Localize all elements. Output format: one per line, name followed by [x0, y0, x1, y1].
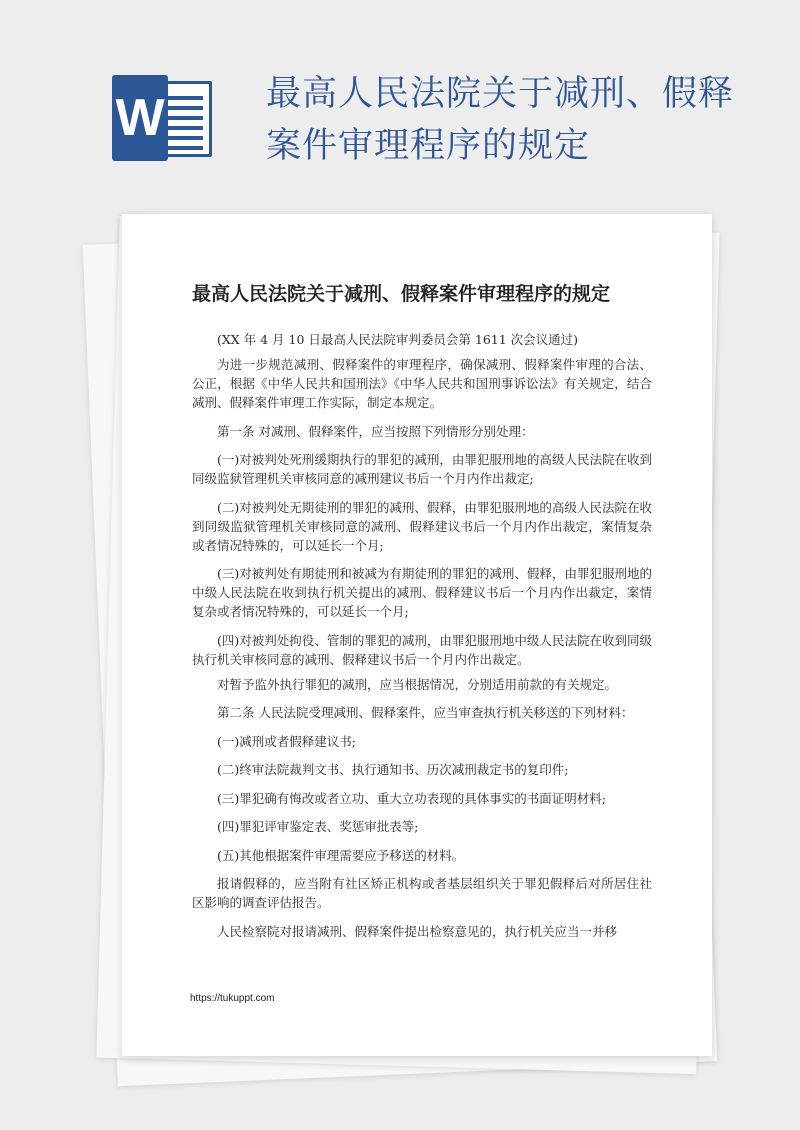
paragraph-article-2-item-4: (四)罪犯评审鉴定表、奖惩审批表等;: [217, 819, 419, 834]
paragraph-article-2-item-5: (五)其他根据案件审理需要应予移送的材料。: [217, 847, 465, 863]
word-document-icon: [112, 75, 212, 161]
word-letter-badge: W: [112, 75, 168, 161]
paragraph-article-1-item-3: (三)对被判处有期徒刑和被减为有期徒刑的罪犯的减刑、假释，由罪犯服刑地的中级人民法院在收到执行机关提出的减刑、假释建议书后一个月内作出裁定，案情复杂或者情况特殊的，可以延长一个月;: [192, 566, 652, 619]
paragraph-article-2: 第二条 人民法院受理减刑、假释案件，应当审查执行机关移送的下列材料：: [217, 705, 634, 720]
page-title: [266, 68, 786, 172]
paragraph-article-1-item-2: (二)对被判处无期徒刑的罪犯的减刑、假释，由罪犯服刑地的高级人民法院在收到同级监狱管理机关审核同意的减刑、假释建议书后一个月内作出裁定，案情复杂或者情况特殊的，可以延长一个月;: [192, 499, 652, 553]
paragraph-procuratorate: 人民检察院对报请减刑、假释案件提出检察意见的，执行机关应当一并移: [217, 923, 618, 939]
paragraph-preamble: 为进一步规范减刑、假释案件的审理程序，确保减刑、假释案件审理的合法、公正，根据《中华人民共和国刑法》《中华人民共和国刑事诉讼法》有关规定，结合减刑、假释案件审理工作实际，制定本规定。: [192, 357, 652, 410]
paragraph-article-1-note: 对暂予监外执行罪犯的减刑，应当根据情况，分别适用前款的有关规定。: [217, 676, 618, 692]
document-body: [192, 330, 652, 950]
paragraph-article-1-item-1: (一)对被判处死刑缓期执行的罪犯的减刑，由罪犯服刑地的高级人民法院在收到同级监狱管理机关审核同意的减刑建议书后一个月内作出裁定;: [192, 452, 652, 486]
page-title-line-2: 案件审理程序的规定: [266, 126, 591, 166]
paragraph-article-2-item-3: (三)罪犯确有悔改或者立功、重大立功表现的具体事实的书面证明材料;: [217, 790, 606, 806]
paragraph-article-2-item-2: (二)终审法院裁判文书、执行通知书、历次减刑裁定书的复印件;: [217, 762, 569, 777]
paragraph-adoption-note: (XX 年 4 月 10 日最高人民法院审判委员会第 1611 次会议通过): [217, 332, 579, 347]
document-page: [122, 214, 712, 1056]
page-header: [0, 0, 800, 200]
page-title-line-1: 最高人民法院关于减刑、假释: [266, 74, 735, 114]
paragraph-article-2-item-1: (一)减刑或者假释建议书;: [217, 733, 356, 749]
paragraph-article-1: 第一条 对减刑、假释案件，应当按照下列情形分别处理：: [217, 423, 534, 439]
paragraph-article-1-item-4: (四)对被判处拘役、管制的罪犯的减刑，由罪犯服刑地中级人民法院在收到同级执行机关审核同意的减刑、假释建议书后一个月内作出裁定。: [192, 632, 652, 667]
document-title: 最高人民法院关于减刑、假释案件审理程序的规定: [192, 283, 611, 305]
paragraph-parole-report: 报请假释的，应当附有社区矫正机构或者基层组织关于罪犯假释后对所居住社区影响的调查评估报告。: [192, 876, 652, 910]
footer-url: https://tukuppt.com: [190, 993, 275, 1004]
